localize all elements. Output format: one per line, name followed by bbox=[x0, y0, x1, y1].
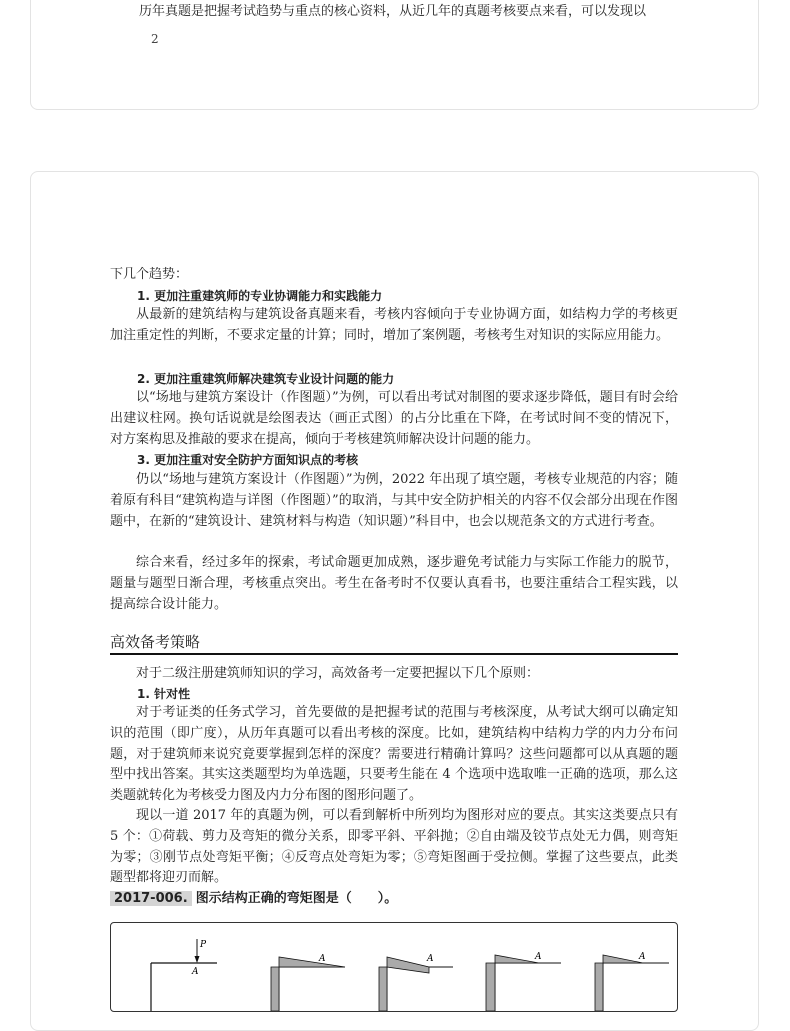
page-number: 2 bbox=[151, 32, 159, 46]
option-c-diagram bbox=[486, 952, 561, 1011]
option-b-diagram bbox=[379, 954, 453, 1011]
question-id: 2017-006. bbox=[110, 891, 192, 906]
moment-diagram-figure bbox=[110, 922, 678, 1012]
node-label-d: A bbox=[639, 952, 646, 962]
node-label-main: A bbox=[192, 967, 199, 977]
trend-2-heading: 2. 更加注重建筑师解决建筑专业设计问题的能力 bbox=[137, 372, 395, 386]
paragraph-continuation-line: 历年真题是把握考试趋势与重点的核心资料，从近几年的真题考核要点来看，可以发现以 bbox=[139, 4, 647, 19]
question-text: 图示结构正确的弯矩图是（ ）。 bbox=[195, 891, 398, 906]
option-d-diagram bbox=[595, 952, 669, 1011]
page-card-top bbox=[30, 0, 759, 110]
principle-1-body: 对于考证类的任务式学习，首先要做的是把握考试的范围与考核深度，从考试大纲可以确定知识的范围（即广度），从历年真题可以看出考核的深度。比如，建筑结构中结构力学的内力分布问题，对于建筑师来说究竟要掌握到怎样的深度？需要进行精确计算吗？这些问题都可以从真题的题型中找出答案。其实这类题型均为单选题，只要考生能在 4 个选项中选取唯一正确的选项，那么这类题就转化为考核受力图及内力分布图的图形问题了。 bbox=[110, 705, 678, 804]
section-title: 高效备考策略 bbox=[110, 633, 678, 655]
question-line bbox=[110, 890, 397, 908]
node-label-a: A bbox=[319, 954, 326, 964]
trend-3-heading: 3. 更加注重对安全防护方面知识点的考核 bbox=[137, 453, 359, 467]
trend-1-body: 从最新的建筑结构与建筑设备真题来看，考核内容倾向于专业协调方面，如结构力学的考核更加注重定性的判断，不要求定量的计算；同时，增加了案例题，考核考生对知识的实际应用能力。 bbox=[110, 307, 678, 343]
summary-paragraph: 综合来看，经过多年的探索，考试命题更加成熟，逐步避免考试能力与实际工作能力的脱节，题量与题型日渐合理，考核重点突出。考生在备考时不仅要认真看书，也要注重结合工程实践，以提高综合设计能力。 bbox=[110, 555, 678, 612]
trend-3-body: 仍以“场地与建筑方案设计（作图题）”为例，2022 年出现了填空题，考核专业规范的内容；随着原有科目“建筑构造与详图（作图题）”的取消，与其中安全防护相关的内容不仅会部分出现在作图题中，在新的“建筑设计、建筑材料与构造（知识题）”科目中，也会以规范条文的方式进行考查。 bbox=[110, 472, 678, 529]
principle-1-heading: 1. 针对性 bbox=[137, 687, 191, 701]
node-label-b: A bbox=[427, 954, 434, 964]
trends-intro: 下几个趋势： bbox=[110, 267, 189, 282]
figure-svg bbox=[111, 923, 677, 1011]
node-label-c: A bbox=[535, 952, 542, 962]
trend-1-heading: 1. 更加注重建筑师的专业协调能力和实践能力 bbox=[137, 289, 383, 303]
structure-diagram bbox=[151, 939, 217, 1011]
trend-2-body: 以“场地与建筑方案设计（作图题）”为例，可以看出考试对制图的要求逐步降低，题目有时会给出建议柱网。换句话说就是绘图表达（画正式图）的占分比重在下降，在考试时间不变的情况下，对方案构思及推敲的要求在提高，倾向于考核建筑师解决设计问题的能力。 bbox=[110, 390, 678, 447]
option-a-diagram bbox=[271, 954, 345, 1011]
load-label: P bbox=[200, 940, 207, 950]
example-paragraph: 现以一道 2017 年的真题为例，可以看到解析中所列均为图形对应的要点。其实这类要点只有 5 个：①荷载、剪力及弯矩的微分关系，即零平斜、平斜抛；②自由端及铰节点处无力偶，则弯矩为零；③刚节点处弯矩平衡；④反弯点处弯矩为零；⑤弯矩图画于受拉侧。掌握了这些要点，此类题型都将迎刃而解。 bbox=[110, 808, 678, 886]
strategy-intro: 对于二级注册建筑师知识的学习，高效备考一定要把握以下几个原则： bbox=[136, 666, 540, 681]
